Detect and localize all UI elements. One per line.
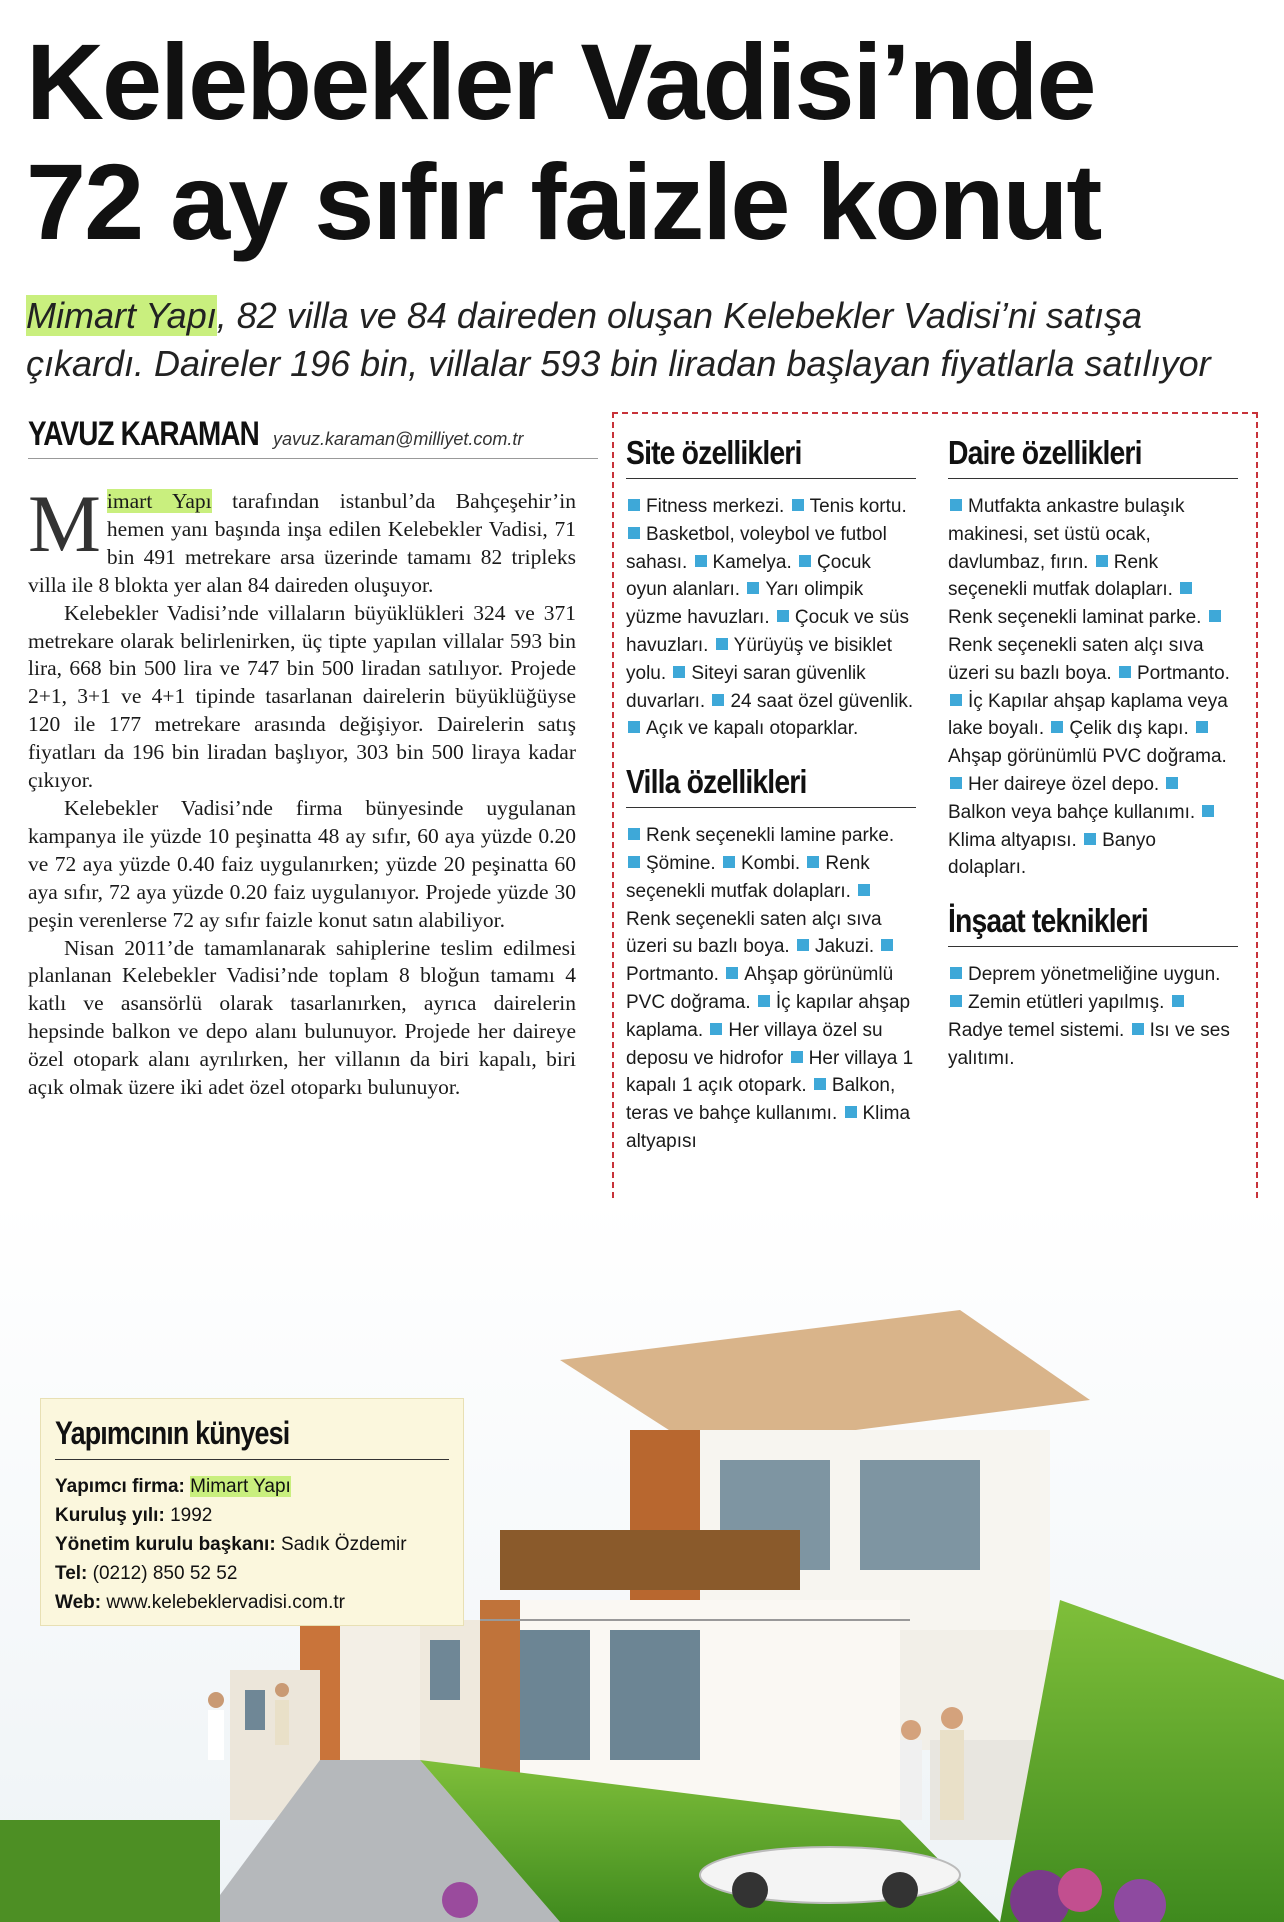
- features-column-left: [626, 432, 916, 1156]
- byline: [28, 412, 598, 459]
- insaat-features-title: İnşaat teknikleri: [948, 902, 1148, 940]
- bullet-square-icon: [1209, 610, 1221, 622]
- site-features-title: Site özellikleri: [626, 434, 802, 471]
- producer-founded-label: Kuruluş yılı:: [55, 1505, 165, 1526]
- feature-item: Renk seçenekli saten alçı sıva üzeri su bazlı boya.: [948, 634, 1204, 684]
- article-paragraph-3: Kelebekler Vadisi’nde firma bünyesinde uygulanan kampanya ile yüzde 10 peşinatta 48 ay sıfır, 60 aya yüzde 0.20 ve 72 aya yüzde 0.40 faiz uygulanırken; yüzde 20 peşinatta 60 aya sıfır, 72 aya yüzde 0.20 faiz uygulanıyor. Projede yüzde 30 peşin verenlerse 72 ay sıfır faizle konut satın alabiliyor.: [28, 795, 576, 932]
- feature-item: Balkon, teras ve bahçe kullanımı.: [626, 1075, 896, 1125]
- headline: [26, 22, 1266, 262]
- feature-item: Çelik dış kapı.: [1069, 718, 1195, 740]
- article-p1-text: tarafından istanbul’da Bahçeşehir’in hemen yanı başında inşa edilen Kelebekler Vadisi, 71 bin 491 metrekare arsa üzerinde tamamı 82 tripleks villa ile 8 blokta yer alan 84 daireden oluşuyor.: [28, 489, 576, 597]
- feature-item: Portmanto.: [626, 964, 725, 986]
- bullet-square-icon: [1096, 555, 1108, 567]
- bullet-square-icon: [797, 939, 809, 951]
- site-features-rule: [626, 478, 916, 479]
- feature-item: Zemin etütleri yapılmış.: [968, 991, 1170, 1013]
- producer-firm-label: Yapımcı firma:: [55, 1476, 185, 1497]
- feature-item: Radye temel sistemi.: [948, 1019, 1130, 1041]
- feature-item: Banyo dolapları.: [948, 829, 1156, 879]
- bullet-square-icon: [723, 856, 735, 868]
- feature-item: Çocuk ve süs havuzları.: [626, 607, 909, 656]
- feature-item: Tenis kortu.: [809, 496, 907, 517]
- features-column-right: [948, 432, 1238, 1072]
- producer-web-label: Web:: [55, 1592, 102, 1613]
- feature-item: Renk seçenekli lamine parke.: [646, 825, 895, 847]
- bullet-square-icon: [1166, 777, 1178, 789]
- feature-item: Isı ve ses yalıtımı.: [948, 1019, 1230, 1069]
- bullet-square-icon: [1202, 805, 1214, 817]
- feature-item: İç Kapılar ahşap kaplama veya lake boyalı.: [948, 690, 1228, 740]
- daire-features-list: [948, 493, 1238, 882]
- article-company: imart Yapı: [106, 489, 212, 513]
- producer-info-title: Yapımcının künyesi: [55, 1415, 290, 1451]
- producer-founded-row: [55, 1501, 449, 1530]
- bullet-square-icon: [628, 828, 640, 840]
- producer-chair-value: Sadık Özdemir: [280, 1534, 407, 1555]
- villa-features-title: Villa özellikleri: [626, 763, 807, 801]
- article-paragraph-1: [28, 478, 576, 600]
- bullet-square-icon: [799, 555, 811, 567]
- feature-item: Jakuzi.: [814, 936, 880, 958]
- bullet-square-icon: [807, 856, 819, 868]
- article-paragraph-4: Nisan 2011’de tamamlanarak sahiplerine teslim edilmesi planlanan Kelebekler Vadisi’nde toplam 8 bloğun tamamı 4 katlı ve asansörlü olarak tasarlanırken, ayrıca dairelerin hepsinde balkon ve depo alanı bulunuyor. Projede her daireye özel otopark alanı ayrılırken, her villanın da biri kapalı, biri açık olmak üzere iki adet özel otoparkı bulunuyor.: [28, 935, 576, 1100]
- feature-item: Her villaya 1 kapalı 1 açık otopark.: [626, 1047, 914, 1097]
- feature-item: Deprem yönetmeliğine uygun.: [968, 964, 1221, 986]
- feature-item: Ahşap görünümlü PVC doğrama.: [948, 746, 1227, 768]
- feature-item: 24 saat özel güvenlik.: [730, 690, 914, 712]
- headline-line-2: 72 ay sıfır faizle konut: [26, 141, 1101, 262]
- villa-features-rule: [626, 807, 916, 808]
- feature-item: Yürüyüş ve bisiklet yolu.: [626, 634, 893, 684]
- bullet-square-icon: [950, 777, 962, 789]
- feature-item: Şömine.: [646, 852, 721, 874]
- bullet-square-icon: [950, 499, 962, 511]
- feature-item: Ahşap görünümlü PVC doğrama.: [626, 964, 894, 1013]
- producer-info-rule: [55, 1459, 449, 1460]
- bullet-square-icon: [1084, 833, 1096, 845]
- drop-cap: M: [28, 478, 101, 569]
- producer-chair-row: [55, 1530, 449, 1559]
- feature-item: Mutfakta ankastre bulaşık makinesi, set üstü ocak, davlumbaz, fırın.: [948, 496, 1185, 573]
- feature-item: Kamelya.: [712, 551, 798, 573]
- feature-item: Klima altyapısı: [626, 1103, 911, 1152]
- producer-web-row: [55, 1588, 449, 1617]
- bullet-square-icon: [1132, 1023, 1144, 1035]
- bullet-square-icon: [673, 666, 685, 678]
- producer-info-box: [40, 1398, 464, 1626]
- daire-features-rule: [948, 478, 1238, 479]
- bullet-square-icon: [758, 995, 770, 1007]
- bullet-square-icon: [695, 555, 707, 567]
- feature-item: Basketbol, voleybol ve futbol sahası.: [626, 523, 887, 573]
- feature-item: İç kapılar ahşap kaplama.: [626, 991, 911, 1041]
- bullet-square-icon: [747, 582, 759, 594]
- bullet-square-icon: [950, 967, 962, 979]
- bullet-square-icon: [710, 1023, 722, 1035]
- producer-firm-value: Mimart Yapı: [190, 1476, 291, 1497]
- feature-item: Fitness merkezi.: [646, 496, 790, 517]
- insaat-features-rule: [948, 946, 1238, 947]
- bullet-square-icon: [1180, 582, 1192, 594]
- feature-item: Her daireye özel depo.: [968, 773, 1165, 795]
- feature-item: Yarı olimpik yüzme havuzları.: [626, 579, 864, 629]
- bullet-square-icon: [791, 1051, 803, 1063]
- bullet-square-icon: [1196, 721, 1208, 733]
- feature-item: Kombi.: [740, 852, 806, 874]
- bullet-square-icon: [726, 967, 738, 979]
- bullet-square-icon: [716, 638, 728, 650]
- feature-item: Her villaya özel su deposu ve hidrofor: [626, 1019, 883, 1069]
- article-body: [28, 478, 576, 1102]
- feature-item: Portmanto.: [1136, 662, 1230, 684]
- bullet-square-icon: [628, 499, 640, 511]
- bullet-square-icon: [792, 499, 804, 511]
- bullet-square-icon: [858, 884, 870, 896]
- insaat-features-list: [948, 961, 1238, 1072]
- feature-item: Renk seçenekli mutfak dolapları.: [948, 551, 1179, 601]
- site-features-list: [626, 493, 916, 743]
- producer-web-link[interactable]: www.kelebeklervadisi.com.tr: [106, 1592, 346, 1613]
- bullet-square-icon: [628, 856, 640, 868]
- bullet-square-icon: [950, 995, 962, 1007]
- villa-features-list: [626, 822, 916, 1156]
- bullet-square-icon: [1119, 666, 1131, 678]
- feature-item: Balkon veya bahçe kullanımı.: [948, 801, 1201, 823]
- producer-tel-value: (0212) 850 52 52: [92, 1563, 238, 1584]
- bullet-square-icon: [1051, 721, 1063, 733]
- bullet-square-icon: [814, 1078, 826, 1090]
- deck: [26, 292, 1266, 388]
- deck-company: Mimart Yapı: [26, 295, 217, 336]
- bullet-square-icon: [1172, 995, 1184, 1007]
- daire-features-title: Daire özellikleri: [948, 434, 1142, 471]
- bullet-square-icon: [628, 527, 640, 539]
- feature-item: Renk seçenekli laminat parke.: [948, 607, 1207, 629]
- feature-item: Siteyi saran güvenlik duvarları.: [626, 662, 866, 712]
- headline-line-1: Kelebekler Vadisi’nde: [26, 21, 1095, 142]
- byline-email: yavuz.karaman@milliyet.com.tr: [273, 429, 524, 449]
- producer-firm-row: [55, 1472, 449, 1501]
- bullet-square-icon: [712, 694, 724, 706]
- producer-founded-value: 1992: [170, 1505, 213, 1526]
- feature-item: Renk seçenekli saten alçı sıva üzeri su bazlı boya.: [626, 908, 882, 958]
- producer-tel-row: [55, 1559, 449, 1588]
- bullet-square-icon: [628, 721, 640, 733]
- article-paragraph-2: Kelebekler Vadisi’nde villaların büyüklükleri 324 ve 371 metrekare olarak belirlenirken, üç tipte yapılan villalar 593 bin lira, 668 bin 500 lira ve 747 bin 500 liradan satılıyor. Projede 2+1, 3+1 ve 4+1 tipinde tasarlanan dairelerin büyüklüğüyse 120 ile 177 metrekare arasında değişiyor. Dairelerin satış fiyatları da 196 bin liradan başlıyor, 303 bin 500 liraya kadar çıkıyor.: [28, 600, 576, 793]
- bullet-square-icon: [777, 610, 789, 622]
- bullet-square-icon: [881, 939, 893, 951]
- bullet-square-icon: [950, 694, 962, 706]
- feature-item: Çocuk oyun alanları.: [626, 551, 871, 601]
- deck-text: , 82 villa ve 84 daireden oluşan Kelebekler Vadisi’ni satışa çıkardı. Daireler 196 bin, villalar 593 bin liradan başlayan fiyatlarla satılıyor: [26, 295, 1211, 384]
- bullet-square-icon: [845, 1106, 857, 1118]
- feature-item: Klima altyapısı.: [948, 829, 1083, 851]
- byline-author: YAVUZ KARAMAN: [28, 415, 259, 453]
- producer-tel-label: Tel:: [55, 1563, 88, 1584]
- producer-chair-label: Yönetim kurulu başkanı:: [55, 1534, 276, 1555]
- feature-item: Açık ve kapalı otoparklar.: [646, 718, 859, 740]
- feature-item: Renk seçenekli mutfak dolapları.: [626, 852, 870, 902]
